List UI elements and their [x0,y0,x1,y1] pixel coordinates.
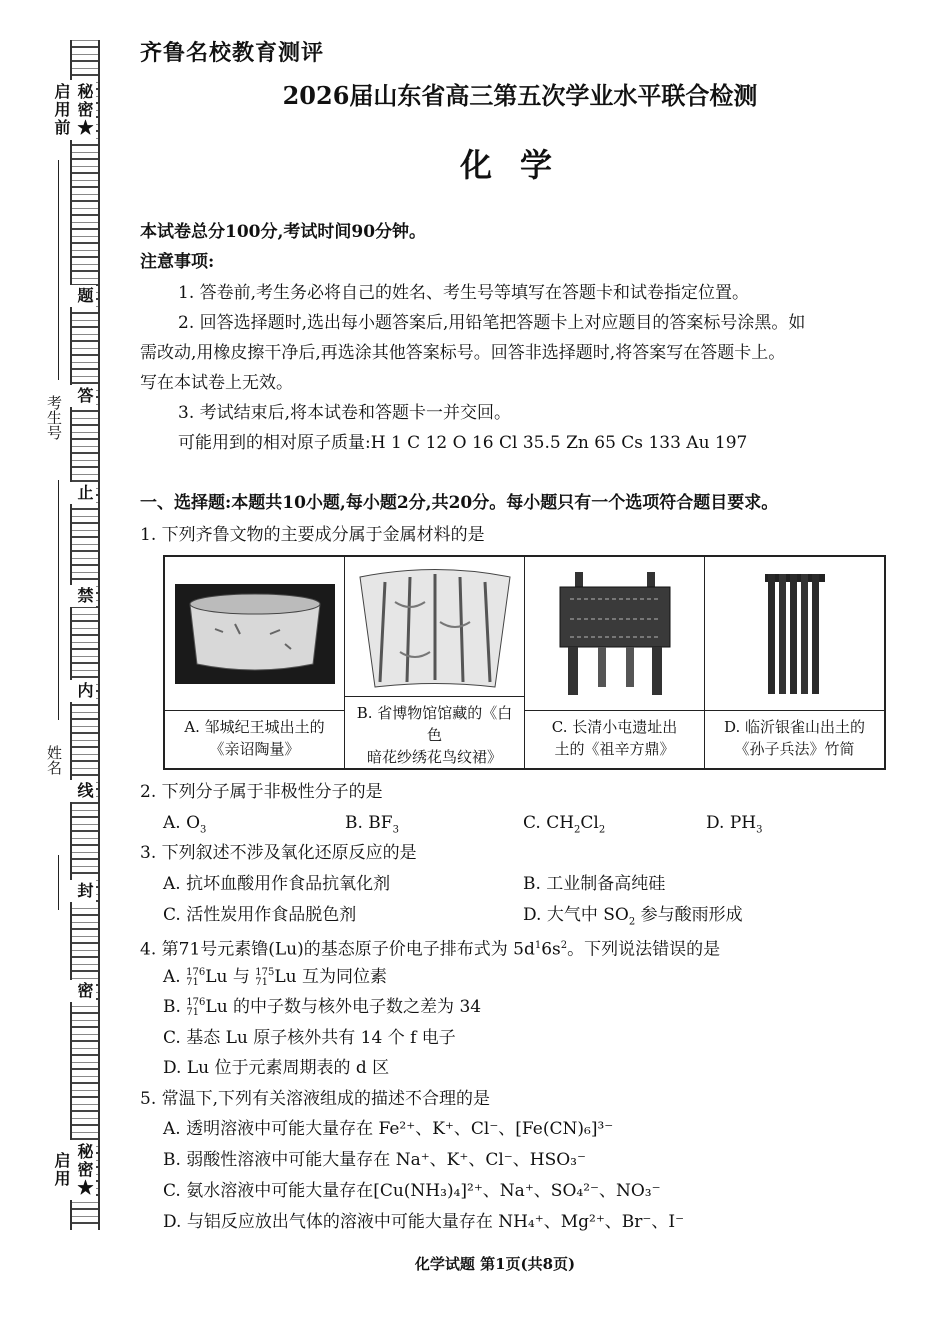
margin-label-da: 答 [70,385,96,407]
question-5-option-b: B. 弱酸性溶液中可能大量存在 Na⁺、K⁺、Cl⁻、HSO₃⁻ [163,1150,586,1170]
option-d-line1: D. 临沂银雀山出土的 [723,718,866,736]
name-line-upper [58,480,59,720]
option-d-line2: 《孙子兵法》竹简 [734,740,855,758]
question-2-option-a: A. $O_3$ [163,813,207,836]
subject-title: 化学 [459,146,580,184]
brand-name: 齐鲁名校教育测评 [140,40,325,66]
margin-label-secret: 秘密★启用前 [70,80,96,140]
atomic-masses: 可能用到的相对原子质量:H 1 C 12 O 16 Cl 35.5 Zn 65 Cs 133 Au 197 [178,433,748,453]
section-heading: 一、选择题:本题共10小题,每小题2分,共20分。每小题只有一个选项符合题目要求。 [140,493,779,513]
question-5-option-d: D. 与铝反应放出气体的溶液中可能大量存在 NH₄⁺、Mg²⁺、Br⁻、I⁻ [163,1212,685,1232]
exam-title: 2026届山东省高三第五次学业水平联合检测 [282,81,758,110]
page-footer: 化学试题 第1页(共8页) [414,1255,576,1273]
note-3: 3. 考试结束后,将本试卷和答题卡一并交回。 [178,403,512,423]
binding-border [70,40,100,1230]
question-4-option-b: B. 176 71 Lu 的中子数与核外电子数之差为 34 [163,996,482,1018]
option-a-line2: 《亲诏陶量》 [209,740,300,758]
embroidered-skirt-image [345,557,524,697]
notes-title: 注意事项: [140,252,215,272]
margin-label-secret-bottom: 秘密★启用 [70,1140,96,1200]
question-2-option-d: D. $PH_3$ [706,813,763,836]
margin-label-ti: 题 [70,285,96,307]
option-a-line1: A. 邹城纪王城出土的 [184,718,325,736]
question-4-option-c: C. 基态 Lu 原子核外共有 14 个 f 电子 [163,1028,456,1048]
note-2-line3: 写在本试卷上无效。 [140,373,293,393]
option-c-cell [525,557,705,768]
question-2-option-c: C. $CH_2Cl_2$ [523,813,606,836]
question-4-option-d: D. Lu 位于元素周期表的 d 区 [163,1058,390,1078]
note-1: 1. 答卷前,考生务必将自己的姓名、考生号等填写在答题卡和试卷指定位置。 [178,283,750,303]
margin-label-jin: 禁 [70,585,96,607]
margin-label-zhi: 止 [70,482,96,504]
name-line-lower [58,855,59,910]
bamboo-slips-image [705,557,884,711]
exam-number-line [58,160,59,380]
margin-label-nei: 内 [70,680,96,702]
note-2-line1: 2. 回答选择题时,选出每小题答案后,用铅笔把答题卡上对应题目的答案标号涂黑。如 [178,313,806,333]
question-4-stem: 4. 第71号元素镥(Lu)的基态原子价电子排布式为 $5d^16s^2$。下列说法错误的是 [140,939,721,960]
option-b-cell [345,557,525,768]
question-2-stem: 2. 下列分子属于非极性分子的是 [140,782,383,802]
total-info: 本试卷总分100分,考试时间90分钟。 [140,222,427,242]
option-d-cell [705,557,884,768]
question-3-stem: 3. 下列叙述不涉及氧化还原反应的是 [140,843,417,863]
option-b-line1: B. 省博物馆馆藏的《白色 [356,704,513,744]
option-b-line2: 暗花纱绣花鸟纹裙》 [366,748,502,766]
question-5-option-c: C. 氨水溶液中可能大量存在[Cu(NH₃)₄]²⁺、Na⁺、SO₄²⁻、NO₃⁻ [163,1181,661,1201]
question-5-option-a: A. 透明溶液中可能大量存在 Fe²⁺、K⁺、Cl⁻、[Fe(CN)₆]³⁻ [163,1119,614,1139]
question-3-option-c: C. 活性炭用作食品脱色剂 [163,905,357,925]
name-label: 姓名 [45,745,63,775]
question-2-option-b: B. $BF_3$ [345,813,399,836]
question-4-option-a: A. 176 71 Lu 与 175 71 Lu 互为同位素 [163,966,387,988]
note-2-line2: 需改动,用橡皮擦干净后,再选涂其他答案标号。回答非选择题时,将答案写在答题卡上。 [140,343,786,363]
pottery-measure-image [165,557,344,711]
question-3-option-b: B. 工业制备高纯硅 [523,874,666,894]
margin-label-feng: 封 [70,880,96,902]
option-c-line1: C. 长清小屯遗址出 [551,718,678,736]
option-c-line2: 土的《祖辛方鼎》 [554,740,675,758]
margin-label-xian: 线 [70,780,96,802]
question-3-option-a: A. 抗坏血酸用作食品抗氧化剂 [163,874,391,894]
question-1-stem: 1. 下列齐鲁文物的主要成分属于金属材料的是 [140,525,485,545]
margin-label-mi: 密 [70,980,96,1002]
exam-number-label: 考生号 [45,395,63,440]
question-1-table [163,555,886,770]
question-5-stem: 5. 常温下,下列有关溶液组成的描述不合理的是 [140,1089,491,1109]
bronze-ding-image [525,557,704,711]
question-3-option-d: D. 大气中 $SO_2$ 参与酸雨形成 [523,905,743,928]
option-a-cell [165,557,345,768]
